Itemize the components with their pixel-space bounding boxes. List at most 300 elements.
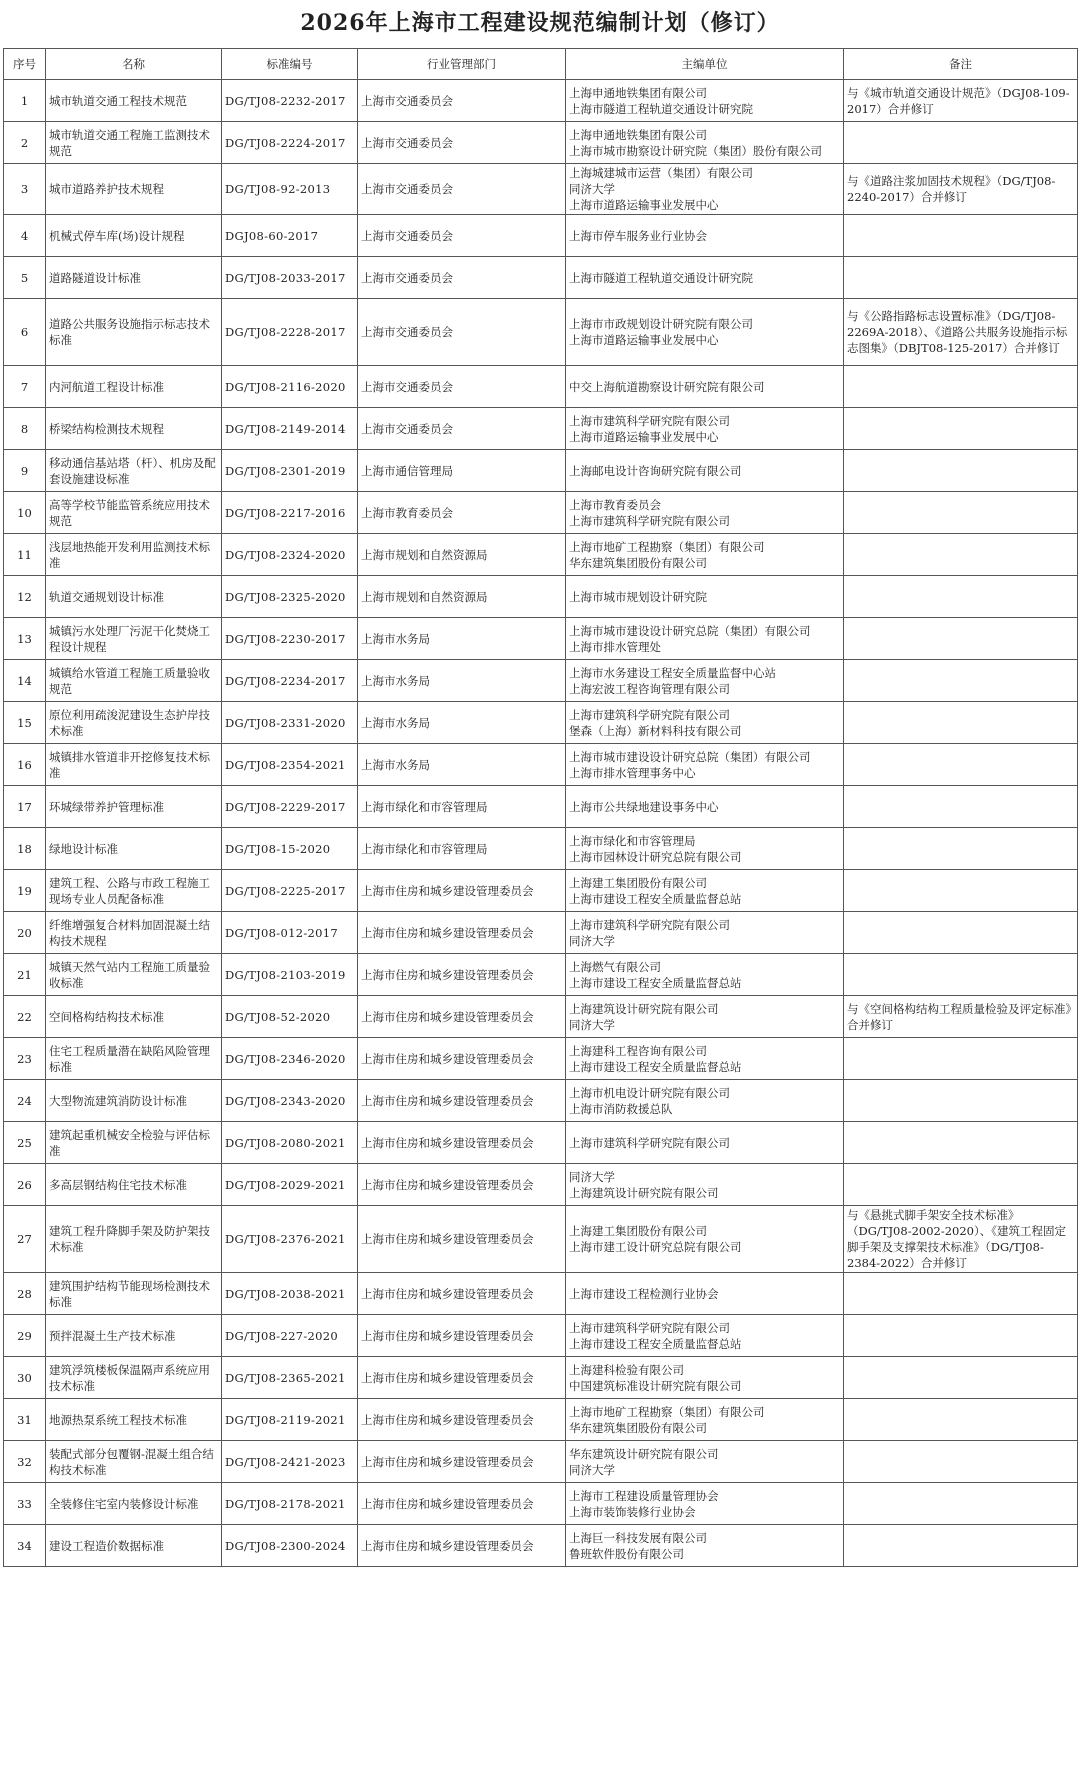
remark [844, 1273, 1078, 1315]
standard-code: DG/TJ08-52-2020 [222, 996, 358, 1038]
editor-unit-line: 上海市机电设计研究院有限公司 [569, 1085, 730, 1100]
standard-code: DG/TJ08-2080-2021 [222, 1122, 358, 1164]
editor-unit-line: 上海市建筑科学研究院有限公司 [569, 1135, 730, 1150]
editor-unit-line: 上海市建筑科学研究院有限公司 [569, 707, 730, 722]
standard-code: DG/TJ08-2301-2019 [222, 450, 358, 492]
remark: 与《城市轨道交通设计规范》（DGJ08-109-2017）合并修订 [844, 80, 1078, 122]
management-department: 上海市交通委员会 [358, 299, 566, 366]
remark [844, 1122, 1078, 1164]
editor-units [566, 408, 844, 450]
management-department: 上海市住房和城乡建设管理委员会 [358, 996, 566, 1038]
management-department: 上海市通信管理局 [358, 450, 566, 492]
editor-unit-line: 上海市水务建设工程安全质量监督中心站 [569, 665, 776, 680]
management-department: 上海市绿化和市容管理局 [358, 828, 566, 870]
row-number: 22 [4, 996, 46, 1038]
management-department: 上海市交通委员会 [358, 408, 566, 450]
management-department: 上海市教育委员会 [358, 492, 566, 534]
standard-name: 内河航道工程设计标准 [46, 366, 222, 408]
editor-units [566, 492, 844, 534]
standard-name: 多高层钢结构住宅技术标准 [46, 1164, 222, 1206]
standard-name: 建筑浮筑楼板保温隔声系统应用技术标准 [46, 1357, 222, 1399]
editor-unit-line: 堡森（上海）新材料科技有限公司 [569, 723, 742, 738]
table-row [4, 257, 1078, 299]
editor-unit-line: 上海建筑设计研究院有限公司 [569, 1001, 719, 1016]
table-row [4, 534, 1078, 576]
row-number: 34 [4, 1525, 46, 1567]
editor-unit-line: 上海建科检验有限公司 [569, 1362, 684, 1377]
editor-unit-line: 上海市道路运输事业发展中心 [569, 198, 719, 212]
editor-unit-line: 上海市隧道工程轨道交通设计研究院 [569, 101, 753, 116]
standard-name: 城市道路养护技术规程 [46, 164, 222, 215]
management-department: 上海市水务局 [358, 744, 566, 786]
table-row [4, 786, 1078, 828]
row-number: 7 [4, 366, 46, 408]
editor-unit-line: 上海申通地铁集团有限公司 [569, 127, 707, 142]
standard-name: 建设工程造价数据标准 [46, 1525, 222, 1567]
editor-unit-line: 上海市建设工程安全质量监督总站 [569, 1059, 742, 1074]
row-number: 33 [4, 1483, 46, 1525]
editor-unit-line: 上海市道路运输事业发展中心 [569, 429, 719, 444]
standard-code: DG/TJ08-2116-2020 [222, 366, 358, 408]
table-row [4, 80, 1078, 122]
table-row [4, 828, 1078, 870]
row-number: 1 [4, 80, 46, 122]
editor-unit-line: 上海市工程建设质量管理协会 [569, 1488, 719, 1503]
editor-units [566, 257, 844, 299]
table-row [4, 1483, 1078, 1525]
row-number: 10 [4, 492, 46, 534]
editor-unit-line: 上海建科工程咨询有限公司 [569, 1043, 707, 1058]
editor-unit-line: 上海巨一科技发展有限公司 [569, 1530, 707, 1545]
editor-unit-line: 上海市建筑科学研究院有限公司 [569, 413, 730, 428]
standard-name: 城镇给水管道工程施工质量验收规范 [46, 660, 222, 702]
editor-units [566, 80, 844, 122]
editor-units [566, 870, 844, 912]
management-department: 上海市住房和城乡建设管理委员会 [358, 1122, 566, 1164]
standard-code: DG/TJ08-2331-2020 [222, 702, 358, 744]
table-row [4, 408, 1078, 450]
standard-code: DG/TJ08-2225-2017 [222, 870, 358, 912]
editor-unit-line: 中交上海航道勘察设计研究院有限公司 [569, 379, 765, 394]
editor-unit-line: 上海市装饰装修行业协会 [569, 1504, 696, 1519]
editor-unit-line: 上海邮电设计咨询研究院有限公司 [569, 463, 742, 478]
remark [844, 1038, 1078, 1080]
editor-units [566, 1273, 844, 1315]
table-row [4, 1273, 1078, 1315]
row-number: 30 [4, 1357, 46, 1399]
editor-unit-line: 同济大学 [569, 1462, 615, 1477]
editor-units [566, 534, 844, 576]
row-number: 6 [4, 299, 46, 366]
standards-table [3, 48, 1078, 1567]
management-department: 上海市水务局 [358, 660, 566, 702]
table-row [4, 618, 1078, 660]
remark [844, 534, 1078, 576]
management-department: 上海市住房和城乡建设管理委员会 [358, 1441, 566, 1483]
document-title: 2026年上海市工程建设规范编制计划（修订） [300, 10, 780, 36]
editor-unit-line: 上海宏波工程咨询管理有限公司 [569, 681, 730, 696]
remark [844, 1483, 1078, 1525]
table-row [4, 299, 1078, 366]
editor-units [566, 1038, 844, 1080]
standard-name: 道路隧道设计标准 [46, 257, 222, 299]
management-department: 上海市住房和城乡建设管理委员会 [358, 1080, 566, 1122]
editor-unit-line: 上海市排水管理处 [569, 639, 661, 654]
standard-name: 绿地设计标准 [46, 828, 222, 870]
editor-units [566, 1206, 844, 1273]
table-row [4, 660, 1078, 702]
remark [844, 786, 1078, 828]
remark [844, 215, 1078, 257]
editor-units [566, 786, 844, 828]
remark [844, 828, 1078, 870]
standard-code: DG/TJ08-2149-2014 [222, 408, 358, 450]
standard-name: 城市轨道交通工程技术规范 [46, 80, 222, 122]
header-cell-unit: 主编单位 [566, 49, 844, 80]
editor-unit-line: 华东建筑设计研究院有限公司 [569, 1446, 719, 1461]
management-department: 上海市规划和自然资源局 [358, 576, 566, 618]
editor-unit-line: 上海市建筑科学研究院有限公司 [569, 1320, 730, 1335]
editor-unit-line: 上海市隧道工程轨道交通设计研究院 [569, 270, 753, 285]
table-row [4, 954, 1078, 996]
standard-name: 机械式停车库(场)设计规程 [46, 215, 222, 257]
row-number: 15 [4, 702, 46, 744]
standard-name: 道路公共服务设施指示标志技术标准 [46, 299, 222, 366]
remark [844, 870, 1078, 912]
standard-name: 装配式部分包覆钢-混凝土组合结构技术标准 [46, 1441, 222, 1483]
management-department: 上海市水务局 [358, 702, 566, 744]
row-number: 2 [4, 122, 46, 164]
editor-unit-line: 上海市公共绿地建设事务中心 [569, 799, 719, 814]
standard-name: 环城绿带养护管理标准 [46, 786, 222, 828]
editor-unit-line: 上海市地矿工程勘察（集团）有限公司 [569, 539, 765, 554]
remark: 与《空间格构结构工程质量检验及评定标准》合并修订 [844, 996, 1078, 1038]
editor-units [566, 215, 844, 257]
remark [844, 954, 1078, 996]
remark [844, 408, 1078, 450]
row-number: 11 [4, 534, 46, 576]
standard-code: DG/TJ08-2300-2024 [222, 1525, 358, 1567]
row-number: 24 [4, 1080, 46, 1122]
row-number: 25 [4, 1122, 46, 1164]
management-department: 上海市住房和城乡建设管理委员会 [358, 1315, 566, 1357]
table-row [4, 1038, 1078, 1080]
editor-unit-line: 上海市园林设计研究总院有限公司 [569, 849, 742, 864]
table-row [4, 744, 1078, 786]
editor-unit-line: 上海市建工设计研究总院有限公司 [569, 1240, 742, 1254]
editor-units [566, 1441, 844, 1483]
editor-unit-line: 鲁班软件股份有限公司 [569, 1546, 684, 1561]
row-number: 16 [4, 744, 46, 786]
management-department: 上海市住房和城乡建设管理委员会 [358, 1357, 566, 1399]
row-number: 19 [4, 870, 46, 912]
remark: 与《公路指路标志设置标准》（DG/TJ08-2269A-2018）、《道路公共服务设施指示标志图集》（DBJT08-125-2017）合并修订 [844, 299, 1078, 366]
management-department: 上海市住房和城乡建设管理委员会 [358, 1038, 566, 1080]
editor-unit-line: 上海建工集团股份有限公司 [569, 1224, 707, 1238]
editor-units [566, 366, 844, 408]
standard-name: 建筑起重机械安全检验与评估标准 [46, 1122, 222, 1164]
editor-unit-line: 上海市建设工程安全质量监督总站 [569, 1336, 742, 1351]
table-row [4, 450, 1078, 492]
standard-name: 建筑工程升降脚手架及防护架技术标准 [46, 1206, 222, 1273]
editor-unit-line: 华东建筑集团股份有限公司 [569, 555, 707, 570]
editor-unit-line: 上海市建筑科学研究院有限公司 [569, 513, 730, 528]
editor-units [566, 702, 844, 744]
standard-name: 轨道交通规划设计标准 [46, 576, 222, 618]
editor-units [566, 576, 844, 618]
standard-name: 空间格构结构技术标准 [46, 996, 222, 1038]
standard-code: DG/TJ08-2325-2020 [222, 576, 358, 618]
editor-units [566, 164, 844, 215]
management-department: 上海市住房和城乡建设管理委员会 [358, 1273, 566, 1315]
editor-unit-line: 上海建筑设计研究院有限公司 [569, 1185, 719, 1200]
remark [844, 450, 1078, 492]
editor-units [566, 1315, 844, 1357]
table-row [4, 912, 1078, 954]
table-row [4, 1206, 1078, 1273]
table-row [4, 215, 1078, 257]
standard-code: DG/TJ08-2421-2023 [222, 1441, 358, 1483]
standard-code: DG/TJ08-2033-2017 [222, 257, 358, 299]
editor-unit-line: 上海市消防救援总队 [569, 1101, 673, 1116]
remark [844, 366, 1078, 408]
editor-unit-line: 同济大学 [569, 933, 615, 948]
editor-unit-line: 上海市市政规划设计研究院有限公司 [569, 317, 753, 331]
row-number: 14 [4, 660, 46, 702]
remark [844, 1399, 1078, 1441]
editor-unit-line: 上海市建筑科学研究院有限公司 [569, 917, 730, 932]
remark [844, 1080, 1078, 1122]
table-row [4, 122, 1078, 164]
table-row [4, 702, 1078, 744]
editor-unit-line: 同济大学 [569, 1017, 615, 1032]
editor-unit-line: 中国建筑标准设计研究院有限公司 [569, 1378, 742, 1393]
remark [844, 1315, 1078, 1357]
standard-code: DG/TJ08-2324-2020 [222, 534, 358, 576]
standard-name: 纤维增强复合材料加固混凝土结构技术规程 [46, 912, 222, 954]
editor-unit-line: 上海市城市建设设计研究总院（集团）有限公司 [569, 749, 811, 764]
standard-code: DG/TJ08-2232-2017 [222, 80, 358, 122]
management-department: 上海市交通委员会 [358, 164, 566, 215]
table-row [4, 1080, 1078, 1122]
standard-name: 地源热泵系统工程技术标准 [46, 1399, 222, 1441]
row-number: 3 [4, 164, 46, 215]
editor-units [566, 122, 844, 164]
management-department: 上海市交通委员会 [358, 80, 566, 122]
standard-name: 全装修住宅室内装修设计标准 [46, 1483, 222, 1525]
row-number: 9 [4, 450, 46, 492]
remark [844, 1164, 1078, 1206]
management-department: 上海市绿化和市容管理局 [358, 786, 566, 828]
standard-code: DG/TJ08-2029-2021 [222, 1164, 358, 1206]
editor-unit-line: 同济大学 [569, 182, 615, 196]
management-department: 上海市住房和城乡建设管理委员会 [358, 870, 566, 912]
standard-code: DG/TJ08-2119-2021 [222, 1399, 358, 1441]
header-cell-no: 序号 [4, 49, 46, 80]
editor-units [566, 1080, 844, 1122]
standard-name: 移动通信基站塔（杆）、机房及配套设施建设标准 [46, 450, 222, 492]
remark [844, 122, 1078, 164]
row-number: 5 [4, 257, 46, 299]
standard-name: 城镇排水管道非开挖修复技术标准 [46, 744, 222, 786]
standard-name: 住宅工程质量潜在缺陷风险管理标准 [46, 1038, 222, 1080]
editor-units [566, 1483, 844, 1525]
remark [844, 492, 1078, 534]
editor-units [566, 1399, 844, 1441]
editor-unit-line: 上海市建设工程安全质量监督总站 [569, 891, 742, 906]
management-department: 上海市交通委员会 [358, 366, 566, 408]
editor-unit-line: 上海市停车服务业行业协会 [569, 228, 707, 243]
table-row [4, 492, 1078, 534]
standard-code: DG/TJ08-2224-2017 [222, 122, 358, 164]
standard-name: 大型物流建筑消防设计标准 [46, 1080, 222, 1122]
management-department: 上海市住房和城乡建设管理委员会 [358, 1206, 566, 1273]
standard-name: 城市轨道交通工程施工监测技术规范 [46, 122, 222, 164]
standard-name: 建筑围护结构节能现场检测技术标准 [46, 1273, 222, 1315]
table-row [4, 164, 1078, 215]
table-row [4, 870, 1078, 912]
editor-units [566, 912, 844, 954]
standard-name: 预拌混凝土生产技术标准 [46, 1315, 222, 1357]
row-number: 18 [4, 828, 46, 870]
table-row [4, 1122, 1078, 1164]
standard-name: 原位利用疏浚泥建设生态护岸技术标准 [46, 702, 222, 744]
editor-units [566, 954, 844, 996]
remark: 与《悬挑式脚手架安全技术标准》（DG/TJ08-2002-2020）、《建筑工程固定脚手架及支撑架技术标准》（DG/TJ08-2384-2022）合并修订 [844, 1206, 1078, 1273]
table-row [4, 1315, 1078, 1357]
row-number: 23 [4, 1038, 46, 1080]
editor-unit-line: 上海市城市规划设计研究院 [569, 589, 707, 604]
standard-name: 桥梁结构检测技术规程 [46, 408, 222, 450]
standard-code: DG/TJ08-227-2020 [222, 1315, 358, 1357]
standard-code: DG/TJ08-2230-2017 [222, 618, 358, 660]
remark [844, 618, 1078, 660]
row-number: 32 [4, 1441, 46, 1483]
editor-unit-line: 上海建工集团股份有限公司 [569, 875, 707, 890]
standard-code: DG/TJ08-15-2020 [222, 828, 358, 870]
management-department: 上海市规划和自然资源局 [358, 534, 566, 576]
editor-units [566, 744, 844, 786]
standard-code: DG/TJ08-2365-2021 [222, 1357, 358, 1399]
header-cell-code: 标准编号 [222, 49, 358, 80]
editor-unit-line: 华东建筑集团股份有限公司 [569, 1420, 707, 1435]
editor-unit-line: 上海城建城市运营（集团）有限公司 [569, 166, 753, 180]
standard-name: 城镇天然气站内工程施工质量验收标准 [46, 954, 222, 996]
row-number: 26 [4, 1164, 46, 1206]
management-department: 上海市住房和城乡建设管理委员会 [358, 954, 566, 996]
editor-units [566, 828, 844, 870]
table-row [4, 1357, 1078, 1399]
table-row [4, 366, 1078, 408]
editor-unit-line: 同济大学 [569, 1169, 615, 1184]
editor-unit-line: 上海市地矿工程勘察（集团）有限公司 [569, 1404, 765, 1419]
management-department: 上海市住房和城乡建设管理委员会 [358, 912, 566, 954]
table-header [4, 49, 1078, 80]
table-row [4, 576, 1078, 618]
management-department: 上海市交通委员会 [358, 257, 566, 299]
editor-unit-line: 上海市排水管理事务中心 [569, 765, 696, 780]
table-row [4, 1164, 1078, 1206]
standard-code: DG/TJ08-2103-2019 [222, 954, 358, 996]
management-department: 上海市交通委员会 [358, 122, 566, 164]
header-cell-dept: 行业管理部门 [358, 49, 566, 80]
editor-units [566, 996, 844, 1038]
row-number: 28 [4, 1273, 46, 1315]
standard-name: 高等学校节能监管系统应用技术规范 [46, 492, 222, 534]
editor-units [566, 1122, 844, 1164]
table-row [4, 1399, 1078, 1441]
editor-unit-line: 上海市城市勘察设计研究院（集团）股份有限公司 [569, 143, 822, 158]
standard-code: DG/TJ08-2343-2020 [222, 1080, 358, 1122]
standard-code: DG/TJ08-012-2017 [222, 912, 358, 954]
header-cell-note: 备注 [844, 49, 1078, 80]
editor-units [566, 618, 844, 660]
editor-unit-line: 上海市绿化和市容管理局 [569, 833, 696, 848]
standard-code: DGJ08-60-2017 [222, 215, 358, 257]
management-department: 上海市住房和城乡建设管理委员会 [358, 1483, 566, 1525]
standard-name: 浅层地热能开发利用监测技术标准 [46, 534, 222, 576]
editor-unit-line: 上海市城市建设设计研究总院（集团）有限公司 [569, 623, 811, 638]
remark [844, 702, 1078, 744]
standard-code: DG/TJ08-92-2013 [222, 164, 358, 215]
editor-unit-line: 上海申通地铁集团有限公司 [569, 85, 707, 100]
standard-code: DG/TJ08-2228-2017 [222, 299, 358, 366]
table-row [4, 1525, 1078, 1567]
editor-unit-line: 上海燃气有限公司 [569, 959, 661, 974]
header-cell-name: 名称 [46, 49, 222, 80]
standard-name: 建筑工程、公路与市政工程施工现场专业人员配备标准 [46, 870, 222, 912]
standard-code: DG/TJ08-2038-2021 [222, 1273, 358, 1315]
remark: 与《道路注浆加固技术规程》（DG/TJ08-2240-2017）合并修订 [844, 164, 1078, 215]
editor-unit-line: 上海市教育委员会 [569, 497, 661, 512]
management-department: 上海市住房和城乡建设管理委员会 [358, 1164, 566, 1206]
editor-unit-line: 上海市道路运输事业发展中心 [569, 333, 719, 347]
remark [844, 744, 1078, 786]
table-row [4, 1441, 1078, 1483]
remark [844, 1441, 1078, 1483]
editor-units [566, 299, 844, 366]
management-department: 上海市交通委员会 [358, 215, 566, 257]
editor-units [566, 660, 844, 702]
remark [844, 912, 1078, 954]
row-number: 27 [4, 1206, 46, 1273]
row-number: 4 [4, 215, 46, 257]
remark [844, 576, 1078, 618]
standard-code: DG/TJ08-2346-2020 [222, 1038, 358, 1080]
row-number: 29 [4, 1315, 46, 1357]
editor-units [566, 1525, 844, 1567]
row-number: 20 [4, 912, 46, 954]
management-department: 上海市住房和城乡建设管理委员会 [358, 1399, 566, 1441]
standard-code: DG/TJ08-2217-2016 [222, 492, 358, 534]
remark [844, 1357, 1078, 1399]
row-number: 17 [4, 786, 46, 828]
remark [844, 660, 1078, 702]
header-row [4, 49, 1078, 80]
row-number: 13 [4, 618, 46, 660]
row-number: 12 [4, 576, 46, 618]
standard-code: DG/TJ08-2178-2021 [222, 1483, 358, 1525]
table-row [4, 996, 1078, 1038]
editor-unit-line: 上海市建设工程安全质量监督总站 [569, 975, 742, 990]
standard-code: DG/TJ08-2234-2017 [222, 660, 358, 702]
row-number: 8 [4, 408, 46, 450]
editor-units [566, 1164, 844, 1206]
standard-code: DG/TJ08-2354-2021 [222, 744, 358, 786]
management-department: 上海市住房和城乡建设管理委员会 [358, 1525, 566, 1567]
management-department: 上海市水务局 [358, 618, 566, 660]
standard-name: 城镇污水处理厂污泥干化焚烧工程设计规程 [46, 618, 222, 660]
